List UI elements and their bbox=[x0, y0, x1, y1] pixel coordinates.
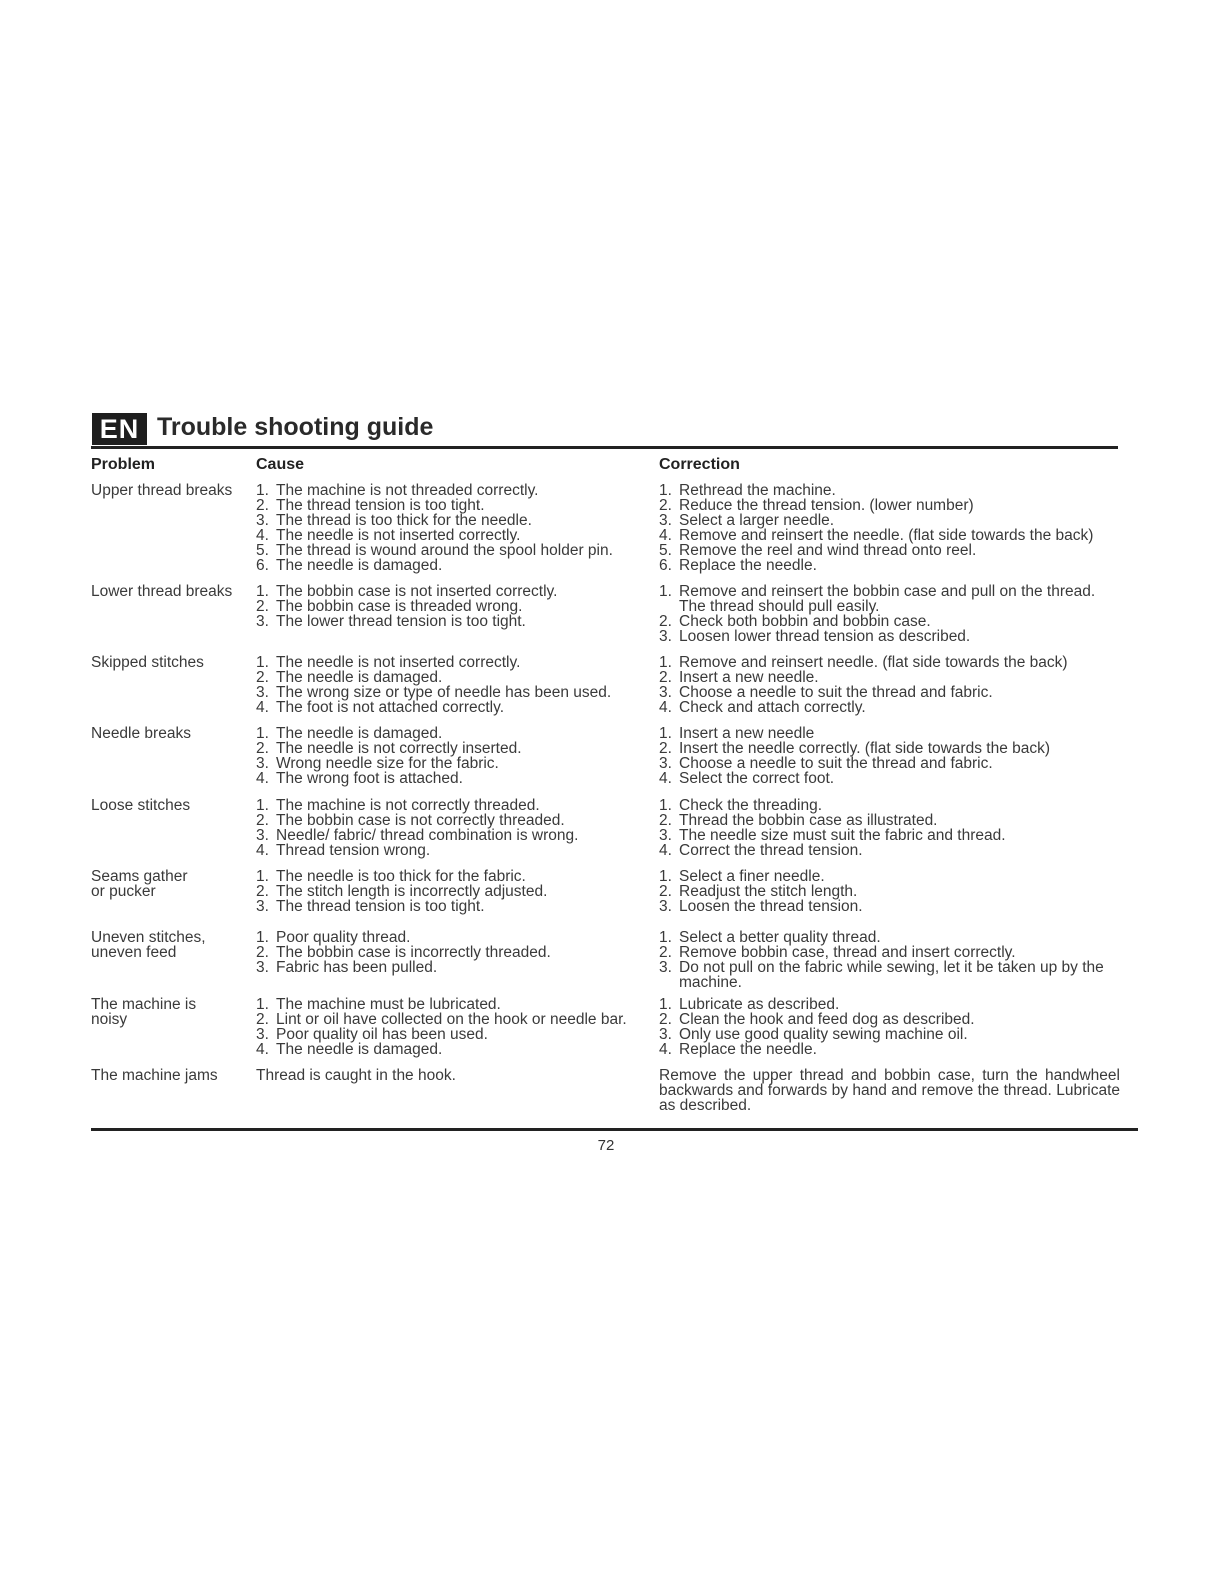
cause-item: 3. The lower thread tension is too tight. bbox=[256, 613, 526, 631]
correction-item: 4. Remove and reinsert the needle. (flat side towards the back) bbox=[659, 527, 1094, 545]
cause-text: Poor quality oil has been used. bbox=[276, 1026, 488, 1044]
correction-cell bbox=[659, 655, 1120, 715]
correction-text: Check the threading. bbox=[679, 797, 823, 814]
cause-text: The thread is too thick for the needle. bbox=[276, 512, 532, 530]
correction-cell bbox=[659, 997, 1120, 1057]
problem-cell: Skipped stitches bbox=[91, 654, 204, 671]
cause-cell bbox=[256, 869, 652, 914]
correction-text: Remove bobbin case, thread and insert correctly. bbox=[679, 944, 1016, 962]
correction-text: Loosen lower thread tension as described. bbox=[679, 628, 971, 646]
correction-item: 3. Loosen lower thread tension as described. bbox=[659, 628, 971, 646]
correction-text: Insert a new needle bbox=[679, 725, 815, 742]
cause-text: The thread is wound around the spool holder pin. bbox=[276, 542, 613, 560]
column-header-correction: Correction bbox=[659, 456, 740, 473]
cause-item: 3. Needle/ fabric/ thread combination is wrong. bbox=[256, 827, 579, 845]
cause-item: 3. Fabric has been pulled. bbox=[256, 959, 438, 977]
correction-text: The needle size must suit the fabric and thread. bbox=[679, 827, 1006, 845]
correction-cell bbox=[659, 726, 1120, 786]
cause-cell bbox=[256, 584, 652, 629]
cause-item: 1. Poor quality thread. bbox=[256, 929, 411, 946]
correction-text: Insert the needle correctly. (flat side towards the back) bbox=[679, 740, 1051, 758]
cause-text: The needle is not inserted correctly. bbox=[276, 654, 521, 671]
cause-text: The foot is not attached correctly. bbox=[276, 699, 505, 717]
cause-text: The thread tension is too tight. bbox=[276, 898, 485, 916]
cause-item: 4. Thread tension wrong. bbox=[256, 842, 431, 860]
correction-item: 1. Select a finer needle. bbox=[659, 868, 825, 885]
cause-text: Fabric has been pulled. bbox=[276, 959, 438, 977]
page-title: Trouble shooting guide bbox=[157, 413, 434, 441]
cause-item: 5. The thread is wound around the spool holder pin. bbox=[256, 542, 613, 560]
cause-item: 4. The wrong foot is attached. bbox=[256, 770, 463, 788]
cause-item: 2. The thread tension is too tight. bbox=[256, 497, 485, 515]
correction-item: 1. Insert a new needle bbox=[659, 725, 815, 742]
correction-item: 3. Do not pull on the fabric while sewing, let it be taken up by the machine. bbox=[659, 959, 1104, 992]
cause-text: The needle is damaged. bbox=[276, 1041, 443, 1059]
cause-text: The needle is not inserted correctly. bbox=[276, 527, 521, 545]
correction-item: 5. Remove the reel and wind thread onto reel. bbox=[659, 542, 977, 560]
language-badge: EN bbox=[92, 413, 147, 445]
correction-item: 4. Select the correct foot. bbox=[659, 770, 835, 788]
cause-item: 1. The needle is too thick for the fabric. bbox=[256, 868, 526, 885]
correction-text: Select the correct foot. bbox=[679, 770, 835, 788]
cause-text: Wrong needle size for the fabric. bbox=[276, 755, 499, 773]
cause-item: 4. The needle is damaged. bbox=[256, 1041, 443, 1059]
cause-item: 1. The machine must be lubricated. bbox=[256, 996, 501, 1013]
cause-text: The bobbin case is threaded wrong. bbox=[276, 598, 523, 616]
correction-text: Thread the bobbin case as illustrated. bbox=[679, 812, 938, 830]
cause-text: The thread tension is too tight. bbox=[276, 497, 485, 515]
correction-text: Replace the needle. bbox=[679, 557, 817, 575]
correction-text: Lubricate as described. bbox=[679, 996, 840, 1013]
cause-item: 1. The machine is not threaded correctly. bbox=[256, 482, 539, 499]
correction-item: 2. Remove bobbin case, thread and insert correctly. bbox=[659, 944, 1016, 962]
bottom-divider bbox=[91, 1128, 1138, 1131]
correction-text: Reduce the thread tension. (lower number) bbox=[679, 497, 974, 515]
cause-cell bbox=[256, 483, 652, 574]
cause-item: 3. The thread tension is too tight. bbox=[256, 898, 485, 916]
cause-text: The needle is too thick for the fabric. bbox=[276, 868, 526, 885]
cause-text: The machine is not correctly threaded. bbox=[276, 797, 540, 814]
correction-text: Check and attach correctly. bbox=[679, 699, 866, 717]
cause-text: The needle is damaged. bbox=[276, 669, 443, 687]
cause-text: The needle is not correctly inserted. bbox=[276, 740, 522, 758]
cause-text: Lint or oil have collected on the hook or needle bar. bbox=[276, 1011, 627, 1029]
correction-text: Readjust the stitch length. bbox=[679, 883, 858, 901]
correction-cell bbox=[659, 483, 1120, 574]
correction-item: 2. Reduce the thread tension. (lower number) bbox=[659, 497, 974, 515]
cause-item: 4. The foot is not attached correctly. bbox=[256, 699, 505, 717]
cause-text: Thread is caught in the hook. bbox=[256, 1067, 456, 1084]
correction-text: Remove and reinsert needle. (flat side towards the back) bbox=[679, 654, 1068, 671]
correction-text: Check both bobbin and bobbin case. bbox=[679, 613, 931, 631]
correction-item: 3. Choose a needle to suit the thread and fabric. bbox=[659, 684, 993, 702]
correction-item: 3. Choose a needle to suit the thread and fabric. bbox=[659, 755, 993, 773]
cause-item: 2. The needle is damaged. bbox=[256, 669, 443, 687]
correction-item: 1. Check the threading. bbox=[659, 797, 823, 814]
correction-cell bbox=[659, 1068, 1120, 1113]
page-number: 72 bbox=[597, 1137, 615, 1154]
cause-item: 4. The needle is not inserted correctly. bbox=[256, 527, 521, 545]
cause-item: 1. The needle is not inserted correctly. bbox=[256, 654, 521, 671]
correction-item: 3. Loosen the thread tension. bbox=[659, 898, 863, 916]
cause-text: The stitch length is incorrectly adjusted. bbox=[276, 883, 548, 901]
correction-text: Only use good quality sewing machine oil. bbox=[679, 1026, 968, 1044]
cause-cell bbox=[256, 997, 652, 1057]
cause-cell bbox=[256, 655, 652, 715]
cause-text: The lower thread tension is too tight. bbox=[276, 613, 526, 631]
problem-cell: Seams gather or pucker bbox=[91, 868, 188, 901]
cause-cell bbox=[256, 930, 652, 975]
correction-item: 3. The needle size must suit the fabric and thread. bbox=[659, 827, 1006, 845]
correction-item: 1. Remove and reinsert needle. (flat side towards the back) bbox=[659, 654, 1068, 671]
problem-cell: Needle breaks bbox=[91, 725, 191, 742]
correction-text: Select a finer needle. bbox=[679, 868, 825, 885]
correction-cell bbox=[659, 930, 1120, 990]
cause-item: 2. Lint or oil have collected on the hook or needle bar. bbox=[256, 1011, 627, 1029]
correction-text: Remove and reinsert the bobbin case and pull on the thread. The thread should pull easily. bbox=[679, 583, 1096, 616]
correction-text: Rethread the machine. bbox=[679, 482, 836, 499]
correction-item: 4. Replace the needle. bbox=[659, 1041, 817, 1059]
cause-item: 2. The stitch length is incorrectly adjusted. bbox=[256, 883, 548, 901]
cause-item: 2. The bobbin case is threaded wrong. bbox=[256, 598, 523, 616]
cause-text: Needle/ fabric/ thread combination is wrong. bbox=[276, 827, 579, 845]
cause-item: 3. Wrong needle size for the fabric. bbox=[256, 755, 499, 773]
problem-cell: Uneven stitches, uneven feed bbox=[91, 929, 206, 962]
correction-text: Choose a needle to suit the thread and fabric. bbox=[679, 755, 993, 773]
correction-item: 1. Lubricate as described. bbox=[659, 996, 840, 1013]
cause-cell bbox=[256, 726, 652, 786]
correction-text: Loosen the thread tension. bbox=[679, 898, 863, 916]
problem-cell: Loose stitches bbox=[91, 797, 191, 814]
correction-item: 2. Insert a new needle. bbox=[659, 669, 819, 687]
correction-text: Select a larger needle. bbox=[679, 512, 835, 530]
correction-text: Clean the hook and feed dog as described. bbox=[679, 1011, 975, 1029]
cause-text: The bobbin case is not inserted correctly. bbox=[276, 583, 558, 600]
column-header-problem: Problem bbox=[91, 456, 156, 473]
correction-text: Choose a needle to suit the thread and fabric. bbox=[679, 684, 993, 702]
correction-item: 2. Insert the needle correctly. (flat side towards the back) bbox=[659, 740, 1051, 758]
correction-text: Correct the thread tension. bbox=[679, 842, 863, 860]
correction-item: 2. Check both bobbin and bobbin case. bbox=[659, 613, 931, 631]
correction-item: 2. Clean the hook and feed dog as described. bbox=[659, 1011, 975, 1029]
cause-cell bbox=[256, 1068, 652, 1083]
correction-text: Remove the reel and wind thread onto reel. bbox=[679, 542, 977, 560]
correction-cell bbox=[659, 584, 1120, 644]
correction-item: 3. Select a larger needle. bbox=[659, 512, 835, 530]
cause-item: 6. The needle is damaged. bbox=[256, 557, 443, 575]
correction-text: Insert a new needle. bbox=[679, 669, 819, 687]
correction-item: 2. Readjust the stitch length. bbox=[659, 883, 858, 901]
cause-item: 3. The thread is too thick for the needle. bbox=[256, 512, 532, 530]
cause-cell bbox=[256, 798, 652, 858]
correction-text: Select a better quality thread. bbox=[679, 929, 881, 946]
cause-text: The machine must be lubricated. bbox=[276, 996, 501, 1013]
cause-item: 1. The bobbin case is not inserted correctly. bbox=[256, 583, 558, 600]
correction-text: Do not pull on the fabric while sewing, let it be taken up by the machine. bbox=[679, 959, 1104, 992]
cause-text: The machine is not threaded correctly. bbox=[276, 482, 539, 499]
cause-text: The wrong size or type of needle has been used. bbox=[276, 684, 612, 702]
cause-text: The bobbin case is not correctly threaded. bbox=[276, 812, 565, 830]
cause-item: 2. The bobbin case is incorrectly threaded. bbox=[256, 944, 551, 962]
cause-text: Thread tension wrong. bbox=[276, 842, 431, 860]
cause-item: 2. The bobbin case is not correctly threaded. bbox=[256, 812, 565, 830]
correction-cell bbox=[659, 798, 1120, 858]
correction-cell bbox=[659, 869, 1120, 914]
cause-item: 3. The wrong size or type of needle has been used. bbox=[256, 684, 612, 702]
correction-text: Remove and reinsert the needle. (flat side towards the back) bbox=[679, 527, 1094, 545]
cause-item: 2. The needle is not correctly inserted. bbox=[256, 740, 522, 758]
cause-text: Poor quality thread. bbox=[276, 929, 411, 946]
correction-item: 1. Rethread the machine. bbox=[659, 482, 836, 499]
problem-cell: Lower thread breaks bbox=[91, 583, 233, 600]
correction-item: 1. Remove and reinsert the bobbin case and pull on the thread. The thread should pull easily. bbox=[659, 583, 1096, 616]
cause-text: The needle is damaged. bbox=[276, 557, 443, 575]
correction-item: 3. Only use good quality sewing machine oil. bbox=[659, 1026, 968, 1044]
correction-item: 6. Replace the needle. bbox=[659, 557, 817, 575]
correction-item: 4. Correct the thread tension. bbox=[659, 842, 863, 860]
problem-cell: The machine is noisy bbox=[91, 996, 197, 1029]
correction-text: Remove the upper thread and bobbin case, turn the handwheel backwards and forwards by hand and remove the thread. Lubricate as described. bbox=[659, 1067, 1120, 1115]
cause-text: The needle is damaged. bbox=[276, 725, 443, 742]
cause-item: 1. The needle is damaged. bbox=[256, 725, 443, 742]
problem-cell: The machine jams bbox=[91, 1067, 218, 1084]
correction-item: 1. Select a better quality thread. bbox=[659, 929, 881, 946]
cause-item: 3. Poor quality oil has been used. bbox=[256, 1026, 488, 1044]
column-header-cause: Cause bbox=[256, 456, 305, 473]
correction-item: 4. Check and attach correctly. bbox=[659, 699, 866, 717]
cause-text: The wrong foot is attached. bbox=[276, 770, 463, 788]
page-header bbox=[91, 410, 1118, 449]
problem-cell: Upper thread breaks bbox=[91, 482, 233, 499]
correction-item: 2. Thread the bobbin case as illustrated. bbox=[659, 812, 938, 830]
cause-item: 1. The machine is not correctly threaded. bbox=[256, 797, 540, 814]
correction-text: Replace the needle. bbox=[679, 1041, 817, 1059]
cause-text: The bobbin case is incorrectly threaded. bbox=[276, 944, 551, 962]
